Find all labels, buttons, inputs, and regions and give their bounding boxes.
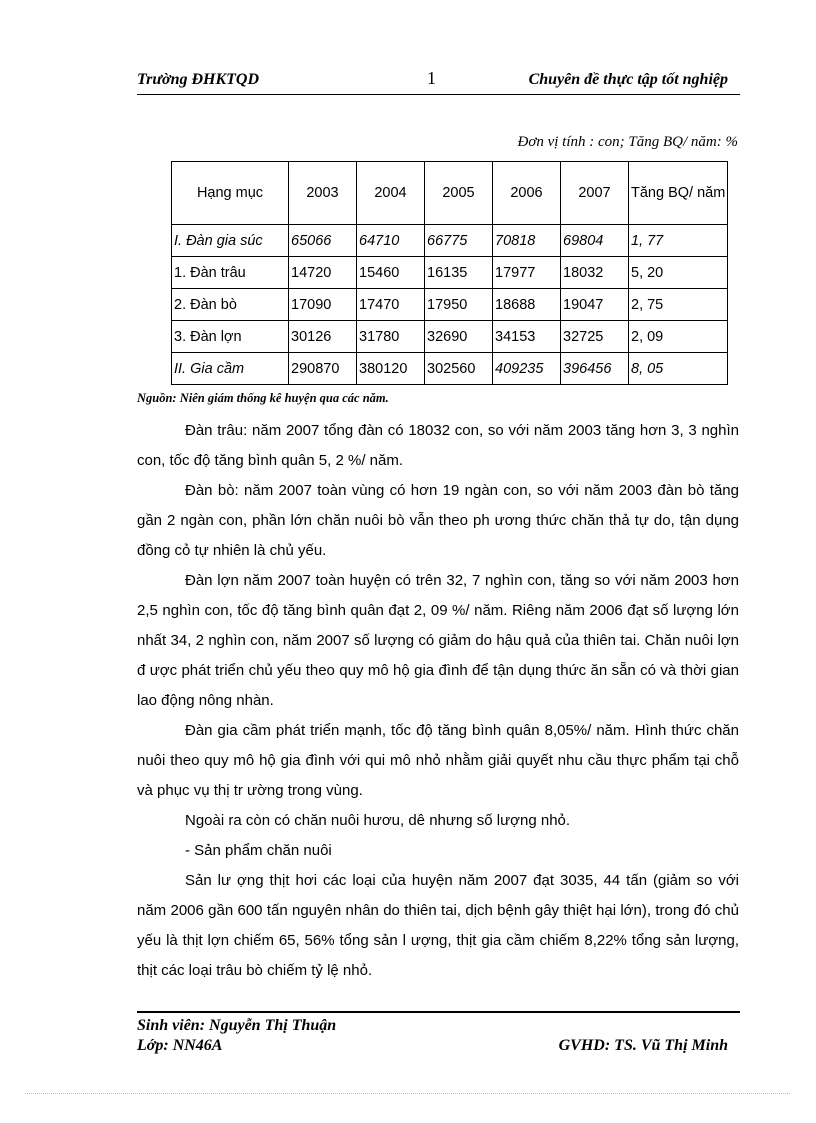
- page-header: [137, 68, 740, 95]
- table-cell: 380120: [357, 353, 425, 385]
- column-header: 2003: [289, 162, 357, 225]
- table-cell: 3. Đàn lợn: [172, 321, 289, 353]
- table-cell: 17950: [425, 289, 493, 321]
- paragraph: Đàn trâu: năm 2007 tổng đàn có 18032 con, so với năm 2003 tăng hơn 3, 3 nghìn con, tốc độ tăng bình quân 5, 2 %/ năm.: [137, 422, 739, 469]
- table-cell: 18688: [493, 289, 561, 321]
- paragraph: Đàn gia cầm phát triển mạnh, tốc độ tăng bình quân 8,05%/ năm. Hình thức chăn nuôi theo quy mô hộ gia đình với qui mô nhỏ nhằm giải quyết nhu cầu thực phẩm tại chỗ và phục vụ thị tr ường trong vùng.: [137, 722, 739, 799]
- paragraph: Ngoài ra còn có chăn nuôi hươu, dê nhưng số lượng nhỏ.: [185, 812, 571, 829]
- table-cell: 32725: [561, 321, 629, 353]
- table-cell: 66775: [425, 225, 493, 257]
- table-cell: 1. Đàn trâu: [172, 257, 289, 289]
- paragraph: Sản lư ợng thịt hơi các loại của huyện năm 2007 đạt 3035, 44 tấn (giảm so với năm 2006 gần 600 tấn nguyên nhân do thiên tai, dịch bệnh gây thiệt hại lớn), trong đó chủ yếu là thịt lợn chiếm 65, 56% tổng sản l ượng, thịt gia cầm chiếm 8,22% tổng sản lượng, thịt các loại trâu bò chiếm tỷ lệ nhỏ.: [137, 872, 739, 979]
- table-cell: 65066: [289, 225, 357, 257]
- column-header: 2007: [561, 162, 629, 225]
- table-cell: 32690: [425, 321, 493, 353]
- table-row: [172, 225, 728, 257]
- table-cell: II. Gia cầm: [172, 353, 289, 385]
- table-cell: 1, 77: [629, 225, 728, 257]
- column-header: Hạng mục: [172, 162, 289, 225]
- table-cell: 14720: [289, 257, 357, 289]
- table-cell: 70818: [493, 225, 561, 257]
- livestock-table: [171, 161, 728, 385]
- school-name: Trường ĐHKTQD: [137, 71, 260, 88]
- table-cell: 2, 09: [629, 321, 728, 353]
- table-cell: 31780: [357, 321, 425, 353]
- page-bottom-divider: [25, 1093, 790, 1094]
- table-cell: 290870: [289, 353, 357, 385]
- page-footer: [137, 1011, 740, 1054]
- paragraph: Đàn bò: năm 2007 toàn vùng có hơn 19 ngàn con, so với năm 2003 đàn bò tăng gần 2 ngàn con, phần lớn chăn nuôi bò vẫn theo ph ương thức chăn thả tự do, tận dụng đồng cỏ tự nhiên là chủ yếu.: [137, 482, 739, 559]
- table-cell: 5, 20: [629, 257, 728, 289]
- column-header: Tăng BQ/ năm: [629, 162, 728, 225]
- page-number: 1: [427, 68, 436, 88]
- table-cell: 17977: [493, 257, 561, 289]
- table-cell: 30126: [289, 321, 357, 353]
- column-header: 2006: [493, 162, 561, 225]
- unit-note: Đơn vị tính : con; Tăng BQ/ năm: %: [517, 134, 738, 150]
- table-cell: 69804: [561, 225, 629, 257]
- body-text: [137, 416, 739, 986]
- column-header: 2005: [425, 162, 493, 225]
- table-cell: 302560: [425, 353, 493, 385]
- table-row: [172, 321, 728, 353]
- table-header-row: [172, 162, 728, 225]
- paragraph: Đàn lợn năm 2007 toàn huyện có trên 32, 7 nghìn con, tăng so với năm 2003 hơn 2,5 nghìn con, tốc độ tăng bình quân đạt 2, 09 %/ năm. Riêng năm 2006 đạt số lượng lớn nhất 34, 2 nghìn con, năm 2007 số lượng có giảm do hậu quả của thiên tai. Chăn nuôi lợn đ ược phát triển chủ yếu theo quy mô hộ gia đình để tận dụng thức ăn sẵn có và thời gian lao động nông nhàn.: [137, 572, 739, 709]
- table-row: [172, 353, 728, 385]
- table-cell: 15460: [357, 257, 425, 289]
- student-name: Sinh viên: Nguyễn Thị Thuận: [137, 1017, 337, 1034]
- table-cell: 396456: [561, 353, 629, 385]
- table-cell: 8, 05: [629, 353, 728, 385]
- table-cell: I. Đàn gia súc: [172, 225, 289, 257]
- class-name: Lớp: NN46A: [137, 1037, 223, 1054]
- document-type: Chuyên đề thực tập tốt nghiệp: [528, 71, 728, 88]
- table-cell: 2. Đàn bò: [172, 289, 289, 321]
- table-cell: 17470: [357, 289, 425, 321]
- table-source-note: Nguồn: Niên giám thống kê huyện qua các năm.: [137, 391, 389, 405]
- table-cell: 64710: [357, 225, 425, 257]
- table-cell: 18032: [561, 257, 629, 289]
- table-cell: 17090: [289, 289, 357, 321]
- advisor-name: GVHD: TS. Vũ Thị Minh: [558, 1037, 728, 1054]
- table-cell: 19047: [561, 289, 629, 321]
- table-row: [172, 257, 728, 289]
- section-heading: - Sản phẩm chăn nuôi: [185, 842, 332, 859]
- table-cell: 34153: [493, 321, 561, 353]
- table-cell: 16135: [425, 257, 493, 289]
- table-row: [172, 289, 728, 321]
- table-cell: 409235: [493, 353, 561, 385]
- column-header: 2004: [357, 162, 425, 225]
- table-cell: 2, 75: [629, 289, 728, 321]
